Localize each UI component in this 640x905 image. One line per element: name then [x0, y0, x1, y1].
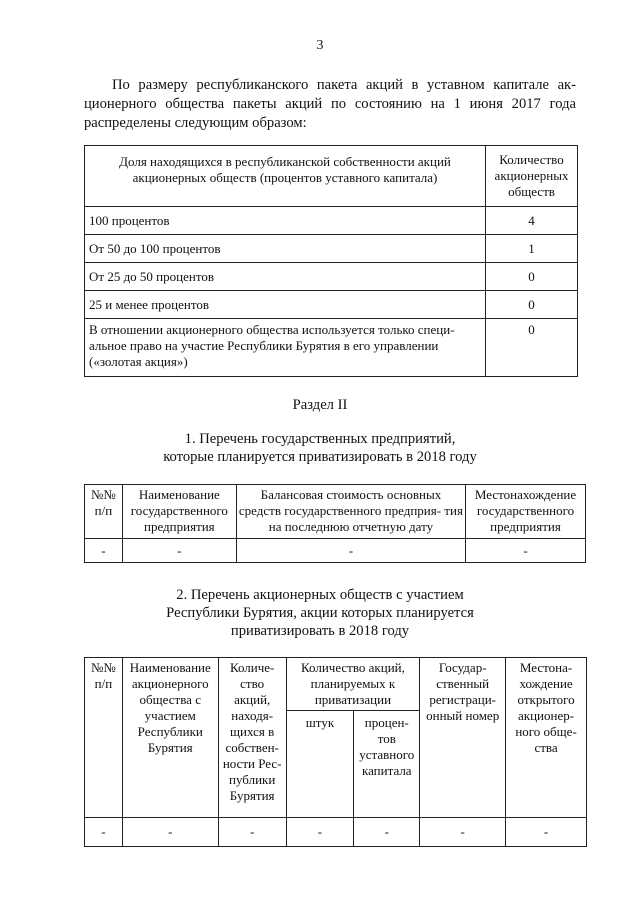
row-value: 0: [486, 319, 578, 377]
cell: -: [85, 818, 123, 847]
cell: -: [466, 539, 586, 563]
row-value: 1: [486, 235, 578, 263]
header-book-value: Балансовая стоимость основных средств государственного предприя- тия на последнюю отчетную дату: [236, 485, 465, 539]
header-count: Количество акционерных обществ: [486, 146, 578, 207]
table-row: [85, 319, 578, 377]
list2-title: [0, 586, 640, 640]
table-row: [85, 207, 578, 235]
share-distribution-table: [84, 145, 578, 377]
header-reg-number: Государ- ственный регистраци- онный номер: [420, 658, 506, 818]
table-row: [85, 818, 587, 847]
intro-line: По размеру республиканского пакета акций в уставном капитале ак-: [112, 77, 576, 93]
list1-title-line: 1. Перечень государственных предприятий,: [184, 431, 456, 447]
header-num: №№ п/п: [85, 485, 123, 539]
list2-title-line: Республики Бурятия, акции которых планируется: [166, 605, 474, 621]
header-name: Наименование акционерного общества с участием Республики Бурятия: [122, 658, 218, 818]
section-title: Раздел II: [292, 397, 348, 413]
table-header-row: [85, 485, 586, 539]
cell: -: [506, 818, 587, 847]
cell: -: [122, 539, 236, 563]
header-num: №№ п/п: [85, 658, 123, 818]
header-percent: процен- тов уставного капитала: [354, 711, 420, 818]
intro-line: распределены следующим образом:: [84, 115, 307, 131]
header-qty-owned: Количе- ство акций, находя- щихся в собствен- ности Рес- публики Бурятия: [218, 658, 286, 818]
header-location: Местона- хождение открытого акционер- ного обще- ства: [506, 658, 587, 818]
row-value: 0: [486, 291, 578, 319]
cell: -: [420, 818, 506, 847]
cell: -: [236, 539, 465, 563]
joint-stock-companies-table: [84, 657, 587, 847]
row-label: 100 процентов: [85, 207, 486, 235]
row-label: От 25 до 50 процентов: [85, 263, 486, 291]
cell: -: [286, 818, 354, 847]
list1-title-line: которые планируется приватизировать в 2018 году: [163, 449, 477, 465]
table-row: [85, 235, 578, 263]
state-enterprises-table: [84, 484, 586, 563]
intro-line: ционерного общества пакеты акций по состоянию на 1 июня 2017 года: [84, 96, 576, 112]
cell: -: [85, 539, 123, 563]
page-number: 3: [316, 38, 324, 53]
table-header-row: [85, 658, 587, 711]
cell: -: [354, 818, 420, 847]
header-share: Доля находящихся в республиканской собственности акций акционерных обществ (процентов уставного капитала): [85, 146, 486, 207]
row-label: 25 и менее процентов: [85, 291, 486, 319]
row-label: От 50 до 100 процентов: [85, 235, 486, 263]
table-row: [85, 291, 578, 319]
table-row: [85, 539, 586, 563]
table-header-row: [85, 146, 578, 207]
cell: -: [122, 818, 218, 847]
header-location: Местонахождение государственного предприятия: [466, 485, 586, 539]
row-value: 0: [486, 263, 578, 291]
row-label: В отношении акционерного общества используется только специ- альное право на участие Республики Бурятия в его управлении («золотая акция»): [85, 319, 486, 377]
cell: -: [218, 818, 286, 847]
row-value: 4: [486, 207, 578, 235]
intro-paragraph: [84, 76, 576, 133]
list1-title: [0, 430, 640, 466]
header-name: Наименование государственного предприятия: [122, 485, 236, 539]
list2-title-line: приватизировать в 2018 году: [230, 623, 410, 639]
header-qty-planned: Количество акций, планируемых к приватизации: [286, 658, 420, 711]
header-pieces: штук: [286, 711, 354, 818]
list2-title-line: 2. Перечень акционерных обществ с участием: [176, 587, 464, 603]
table-row: [85, 263, 578, 291]
